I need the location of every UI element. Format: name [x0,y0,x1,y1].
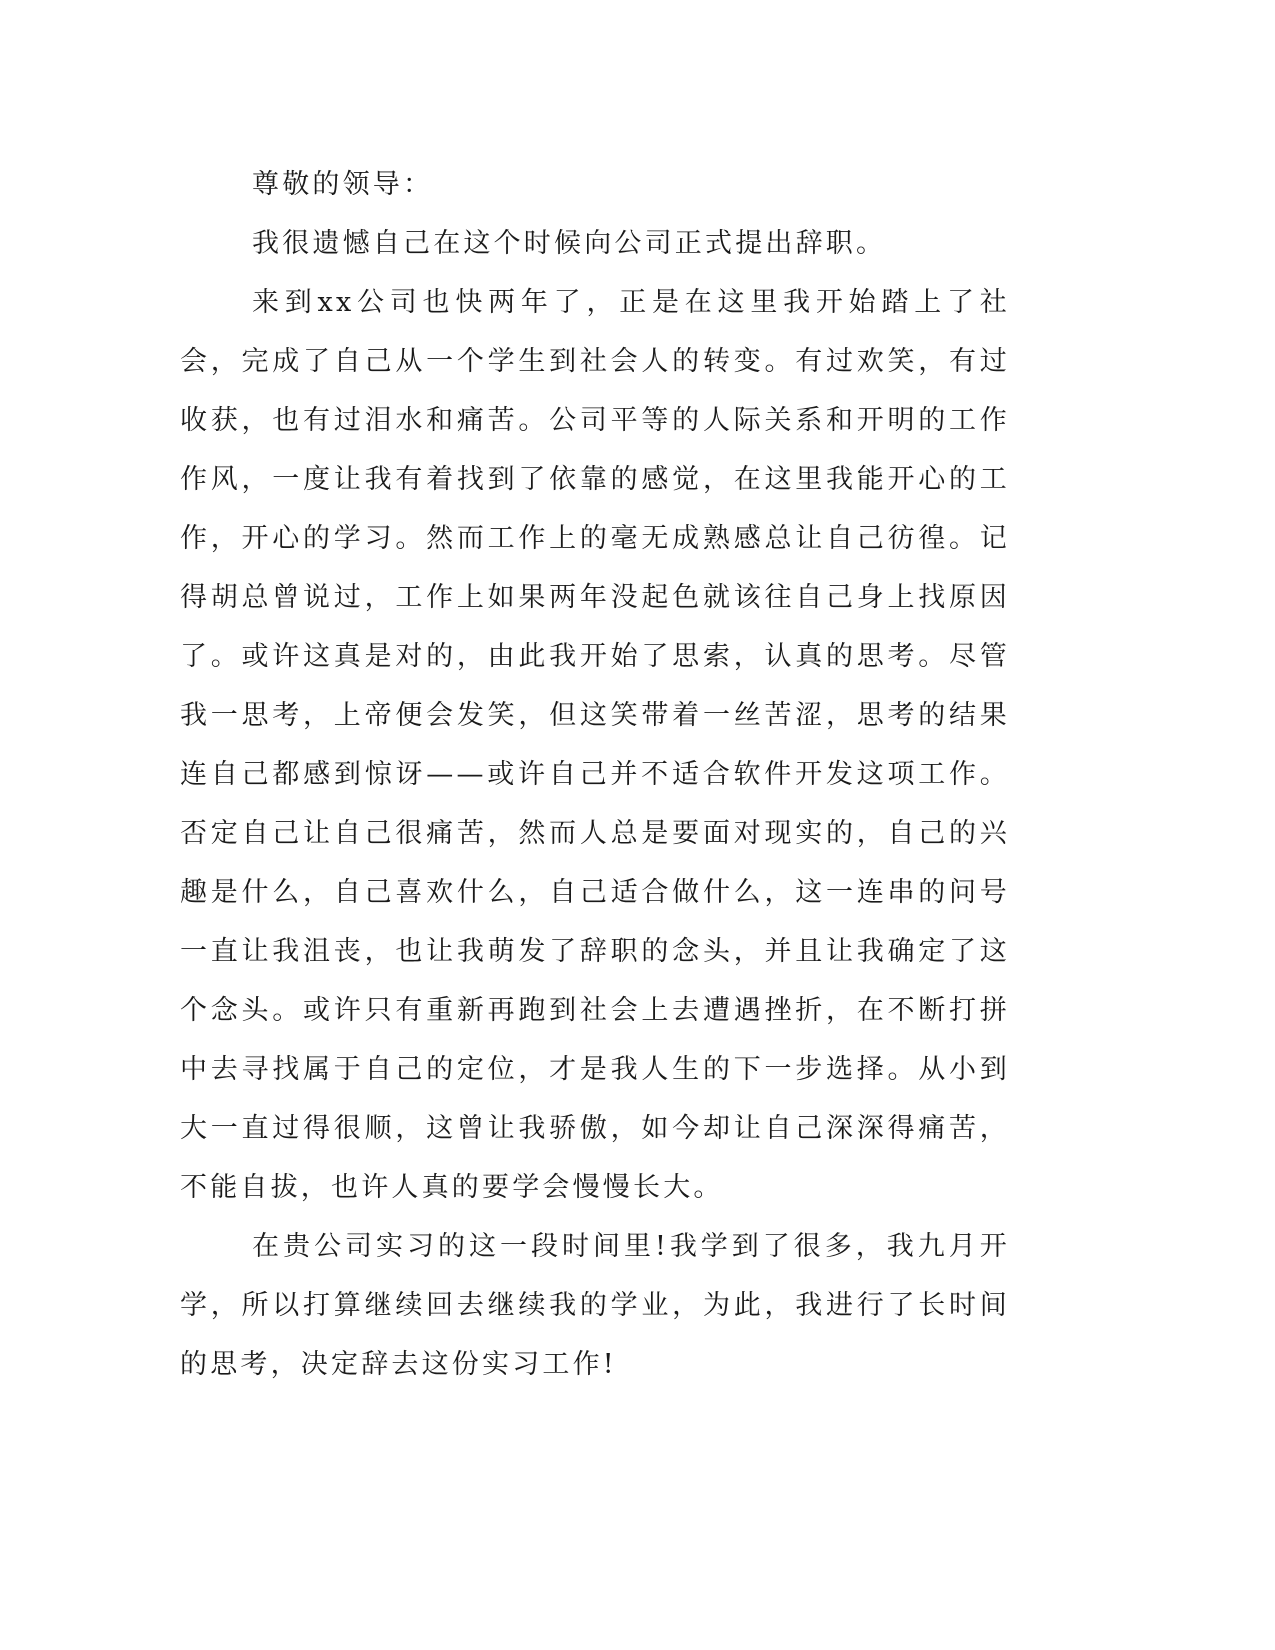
paragraph-resignation-statement: 我很遗憾自己在这个时候向公司正式提出辞职。 [252,228,887,259]
letter-body [180,155,1010,1394]
salutation: 尊敬的领导： [252,169,434,200]
paragraph-reflection: 来到xx公司也快两年了，正是在这里我开始踏上了社会，完成了自己从一个学生到社会人的转变。有过欢笑，有过收获，也有过泪水和痛苦。公司平等的人际关系和开明的工作作风，一度让我有着找到了依靠的感觉，在这里我能开心的工作，开心的学习。然而工作上的毫无成熟感总让自己彷徨。记得胡总曾说过，工作上如果两年没起色就该往自己身上找原因了。或许这真是对的，由此我开始了思索，认真的思考。尽管我一思考，上帝便会发笑，但这笑带着一丝苦涩，思考的结果连自己都感到惊讶——或许自己并不适合软件开发这项工作。否定自己让自己很痛苦，然而人总是要面对现实的，自己的兴趣是什么，自己喜欢什么，自己适合做什么，这一连串的问号一直让我沮丧，也让我萌发了辞职的念头，并且让我确定了这个念头。或许只有重新再跑到社会上去遭遇挫折，在不断打拼中去寻找属于自己的定位，才是我人生的下一步选择。从小到大一直过得很顺，这曾让我骄傲，如今却让自己深深得痛苦，不能自拔，也许人真的要学会慢慢长大。 [180,287,1010,1203]
paragraph-internship: 在贵公司实习的这一段时间里!我学到了很多，我九月开学，所以打算继续回去继续我的学业，为此，我进行了长时间的思考，决定辞去这份实习工作! [180,1231,1010,1380]
